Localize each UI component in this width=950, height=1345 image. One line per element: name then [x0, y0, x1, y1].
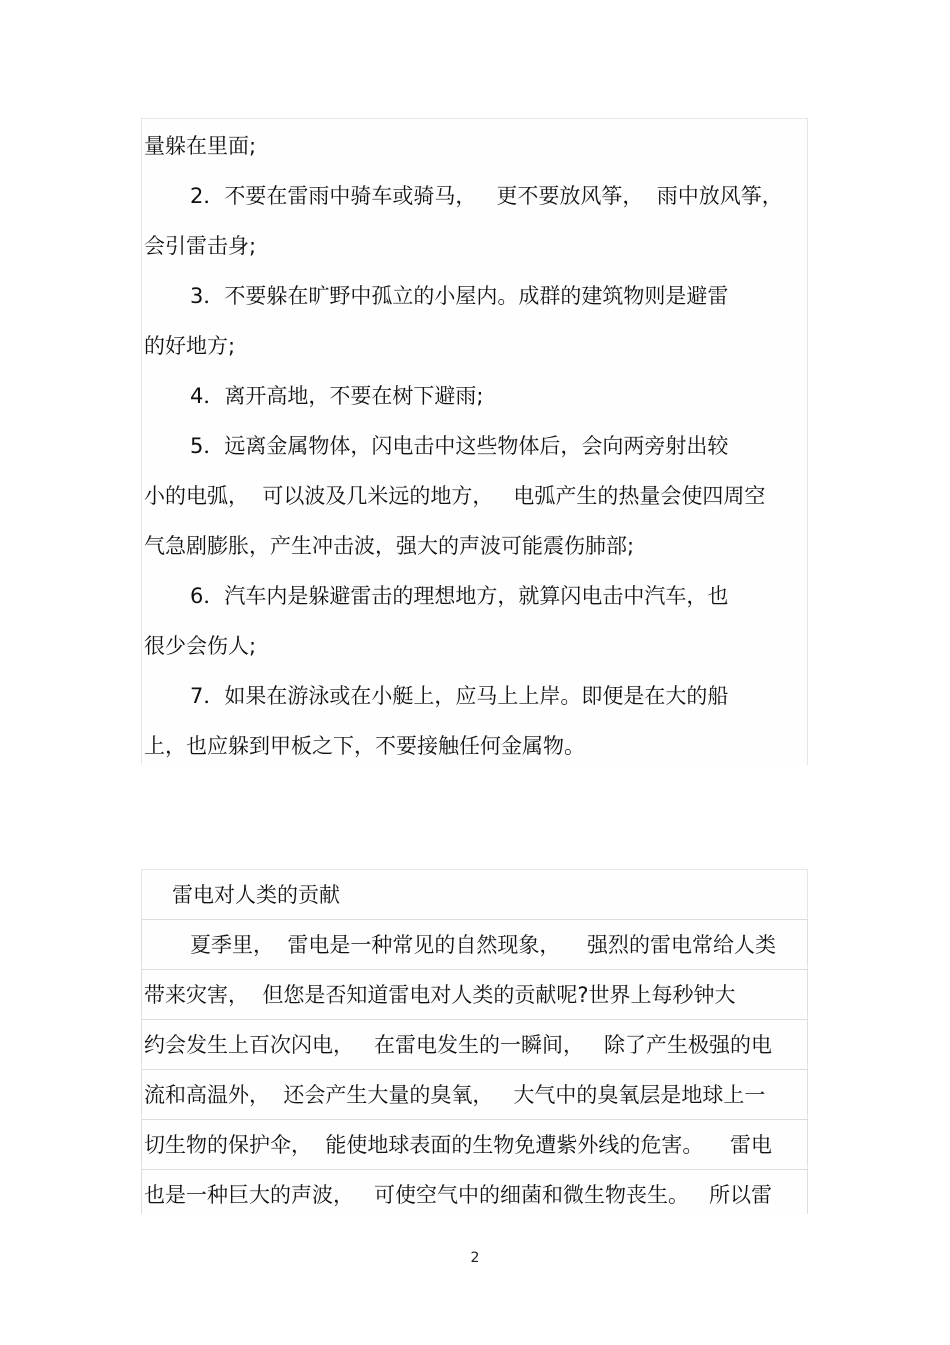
text-line [144, 121, 807, 171]
line-text: 气急剧膨胀，产生冲击波，强大的声波可能震伤肺部; [144, 534, 635, 558]
row-frame [141, 969, 808, 1014]
line-text: 带来灾害， 但您是否知道雷电对人类的贡献呢?世界上每秒钟大 [144, 983, 736, 1007]
text-line [144, 471, 807, 521]
line-text: 6．汽车内是躲避雷击的理想地方，就算闪电击中汽车，也 [190, 584, 729, 608]
line-text: 的好地方; [144, 334, 236, 358]
text-line [190, 421, 807, 471]
section-title [172, 870, 807, 920]
row-frame [141, 919, 808, 964]
line-text: 也是一种巨大的声波， 可使空气中的细菌和微生物丧生。 所以雷 [144, 1183, 773, 1207]
text-line [190, 571, 807, 621]
text-line [144, 721, 807, 771]
line-text: 流和高温外， 还会产生大量的臭氧， 大气中的臭氧层是地球上一 [144, 1083, 766, 1107]
line-text: 小的电弧， 可以波及几米远的地方， 电弧产生的热量会使四周空 [144, 484, 766, 508]
text-line [144, 621, 807, 671]
line-text: 7．如果在游泳或在小艇上，应马上上岸。即便是在大的船 [190, 684, 729, 708]
text-block-safety-tips [141, 118, 808, 765]
section-title-text: 雷电对人类的贡献 [172, 883, 340, 907]
text-line [144, 521, 807, 571]
line-text: 2．不要在雷雨中骑车或骑马， 更不要放风筝， 雨中放风筝， [190, 184, 783, 208]
line-text: 4．离开高地，不要在树下避雨; [190, 384, 484, 408]
row-frame [141, 1169, 808, 1214]
line-text: 5．远离金属物体，闪电击中这些物体后，会向两旁射出较 [190, 434, 729, 458]
line-text: 上，也应躲到甲板之下，不要接触任何金属物。 [144, 734, 585, 758]
line-text: 量躲在里面; [144, 134, 257, 158]
line-text: 切生物的保护伞， 能使地球表面的生物免遭紫外线的危害。 雷电 [144, 1133, 773, 1157]
row-frame [141, 1069, 808, 1114]
line-text: 夏季里， 雷电是一种常见的自然现象， 强烈的雷电常给人类 [190, 933, 777, 957]
line-text: 很少会伤人; [144, 634, 257, 658]
row-frame [141, 1119, 808, 1164]
row-frame [141, 1019, 808, 1064]
text-line [190, 271, 807, 321]
line-text: 会引雷击身; [144, 234, 257, 258]
page-number: 2 [470, 1250, 480, 1266]
text-line [190, 371, 807, 421]
text-line [190, 671, 807, 721]
text-line [144, 221, 807, 271]
text-line [144, 321, 807, 371]
text-line [190, 171, 807, 221]
line-text: 3．不要躲在旷野中孤立的小屋内。成群的建筑物则是避雷 [190, 284, 729, 308]
line-text: 约会发生上百次闪电， 在雷电发生的一瞬间， 除了产生极强的电 [144, 1033, 773, 1057]
